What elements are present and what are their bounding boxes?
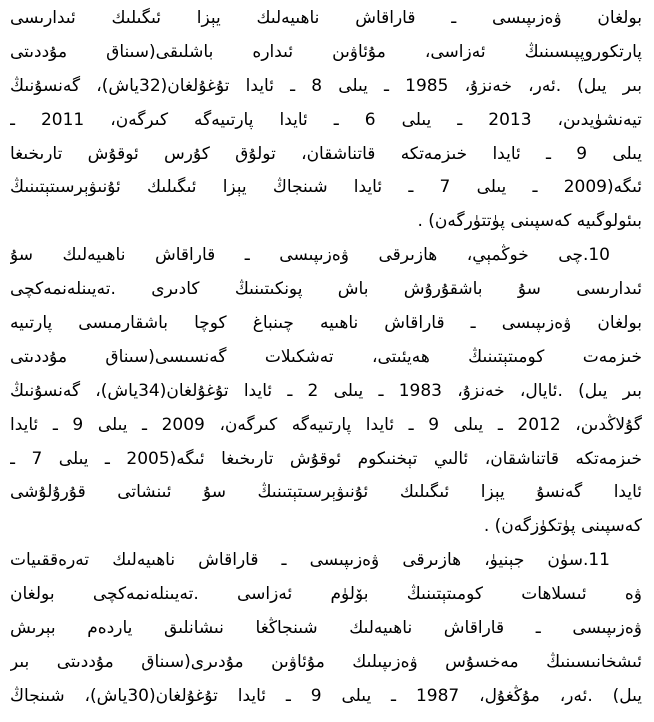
- text-line: ئايدا گەنسۇ يېزا ئىگىلىك ئۇنىۋېرسىتېتىنىڭ سۇ ئىنشاتى قۇرۇلۇشى: [10, 482, 642, 503]
- text-line: ۋەزىپىسى ـ قاراقاش ناھىيەلىك شىنجاڭغا نىشانلىق ياردەم بېرىش: [10, 618, 642, 639]
- text-line: بىئولوگىيە كەسپىنى پۈتتۈرگەن) .: [417, 211, 642, 232]
- text-line: ۋە ئىسلاھات كومىتېتىنىڭ بۆلۈم ئەزاسى .تەيىنلەنمەكچى بولغان: [10, 584, 642, 605]
- text-line: خىزمەت كومىتېتىنىڭ ھەيئىتى، تەشكىلات گەنسىسى(سىناق مۇددىتى: [10, 346, 642, 367]
- text-line: خىزمەتكە قاتناشقان، ئالىي تېخنىكوم ئوقۇش تارىخىغا ئىگە(2005 ـ يىلى 7 ـ: [10, 448, 642, 469]
- text-line: تيەنشۈيدىن، 2013 ـ يىلى 6 ـ ئايدا پارتىيەگە كىرگەن، 2011 ـ: [10, 109, 642, 130]
- text-line: بىر يىل) .ئايال، خەنزۇ، 1983 ـ يىلى 2 ـ ئايدا تۇغۇلغان(34ياش)، گەنسۇنىڭ: [10, 380, 642, 401]
- text-line: بىر يىل) .ئەر، خەنزۇ، 1985 ـ يىلى 8 ـ ئايدا تۇغۇلغان(32ياش)، گەنسۇنىڭ: [10, 75, 642, 96]
- text-line: يىلى 9 ـ ئايدا خىزمەتكە قاتناشقان، تولۇق كۇرس ئوقۇش تارىخىغا: [10, 143, 642, 164]
- paragraph-first-line: 10.چى خوڭمېي، ھازىرقى ۋەزىپىسى ـ قاراقاش ناھىيەلىك سۇ: [10, 245, 610, 266]
- text-line: ئىدارىسى سۇ باشقۇرۇش باش پونكىتىنىڭ كادىرى .تەيىنلەنمەكچى: [10, 279, 642, 300]
- text-line: ئىشخانىسىنىڭ مەخسۇس ۋەزىپىلىك مۇئاۋىن مۇدىرى(سىناق مۇددىتى بىر: [10, 651, 642, 672]
- text-line: كەسپىنى پۈتكۈزگەن) .: [483, 516, 642, 537]
- text-line: بولغان ۋەزىپىسى ـ قاراقاش ناھىيەلىك يېزا ئىگىلىك ئىدارىسى: [10, 8, 642, 28]
- text-line: ئىگە(2009 ـ يىلى 7 ـ ئايدا شىنجاڭ يېزا ئىگىلىك ئۇنىۋېرسىتېتىنىڭ: [10, 177, 642, 198]
- text-line: گۇلاڭدىن، 2012 ـ يىلى 9 ـ ئايدا پارتىيەگە كىرگەن، 2009 ـ يىلى 9 ـ ئايدا: [10, 414, 642, 435]
- paragraph-first-line: 11.سۈن جېنيۈ، ھازىرقى ۋەزىپىسى ـ قاراقاش ناھىيەلىك تەرەققىيات: [10, 550, 610, 571]
- text-line: يىل) .ئەر، مۇڭغۇل، 1987 ـ يىلى 9 ـ ئايدا تۇغۇلغان(30ياش)، شىنجاڭ: [10, 685, 642, 706]
- text-line: پارتكوروپپىسىنىڭ ئەزاسى، مۇئاۋىن ئىدارە باشلىقى(سىناق مۇددىتى: [10, 41, 642, 62]
- text-line: بولغان ۋەزىپىسى ـ قاراقاش ناھىيە چىنباغ كوچا باشقارمىسى پارتىيە: [10, 313, 642, 334]
